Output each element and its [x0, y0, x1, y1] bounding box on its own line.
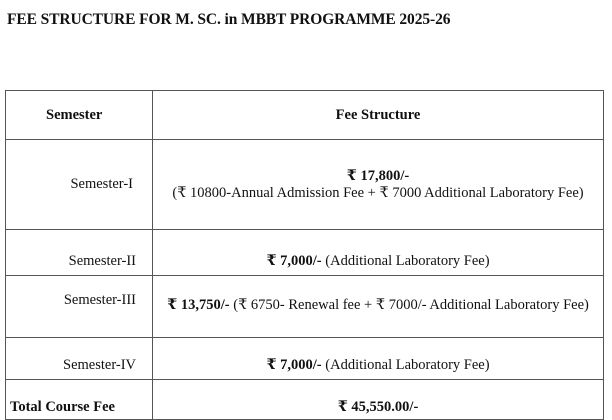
table-row [6, 230, 604, 276]
fee-detail: (Additional Laboratory Fee) [321, 357, 490, 373]
total-amount: ₹ 45,550.00/- [153, 380, 604, 420]
header-semester: Semester [6, 91, 153, 140]
semester-cell: Semester-II [6, 230, 153, 276]
total-label: Total Course Fee [6, 380, 153, 420]
table-row [6, 276, 604, 338]
fee-amount: ₹ 7,000/- [266, 357, 322, 373]
fee-structure-table [5, 90, 604, 420]
fee-cell [153, 276, 604, 338]
table-row [6, 140, 604, 230]
fee-detail: (Additional Laboratory Fee) [321, 253, 490, 269]
fee-cell [153, 140, 604, 230]
fee-detail: (₹ 6750- Renewal fee + ₹ 7000/- Additional Laboratory Fee) [229, 297, 589, 313]
fee-amount: ₹ 17,800/- [346, 167, 410, 184]
page-title: FEE STRUCTURE FOR M. SC. in MBBT PROGRAMME 2025-26 [7, 11, 451, 28]
fee-cell [153, 230, 604, 276]
table-header-row [6, 91, 604, 140]
semester-cell: Semester-I [6, 140, 153, 230]
semester-cell: Semester-III [6, 276, 153, 338]
table-row [6, 338, 604, 380]
total-row [6, 380, 604, 420]
fee-amount: ₹ 7,000/- [266, 253, 322, 269]
header-fee-structure: Fee Structure [153, 91, 604, 140]
fee-cell [153, 338, 604, 380]
fee-amount: ₹ 13,750/- [167, 297, 230, 313]
fee-detail: (₹ 10800-Annual Admission Fee + ₹ 7000 Additional Laboratory Fee) [172, 184, 584, 201]
semester-cell: Semester-IV [6, 338, 153, 380]
